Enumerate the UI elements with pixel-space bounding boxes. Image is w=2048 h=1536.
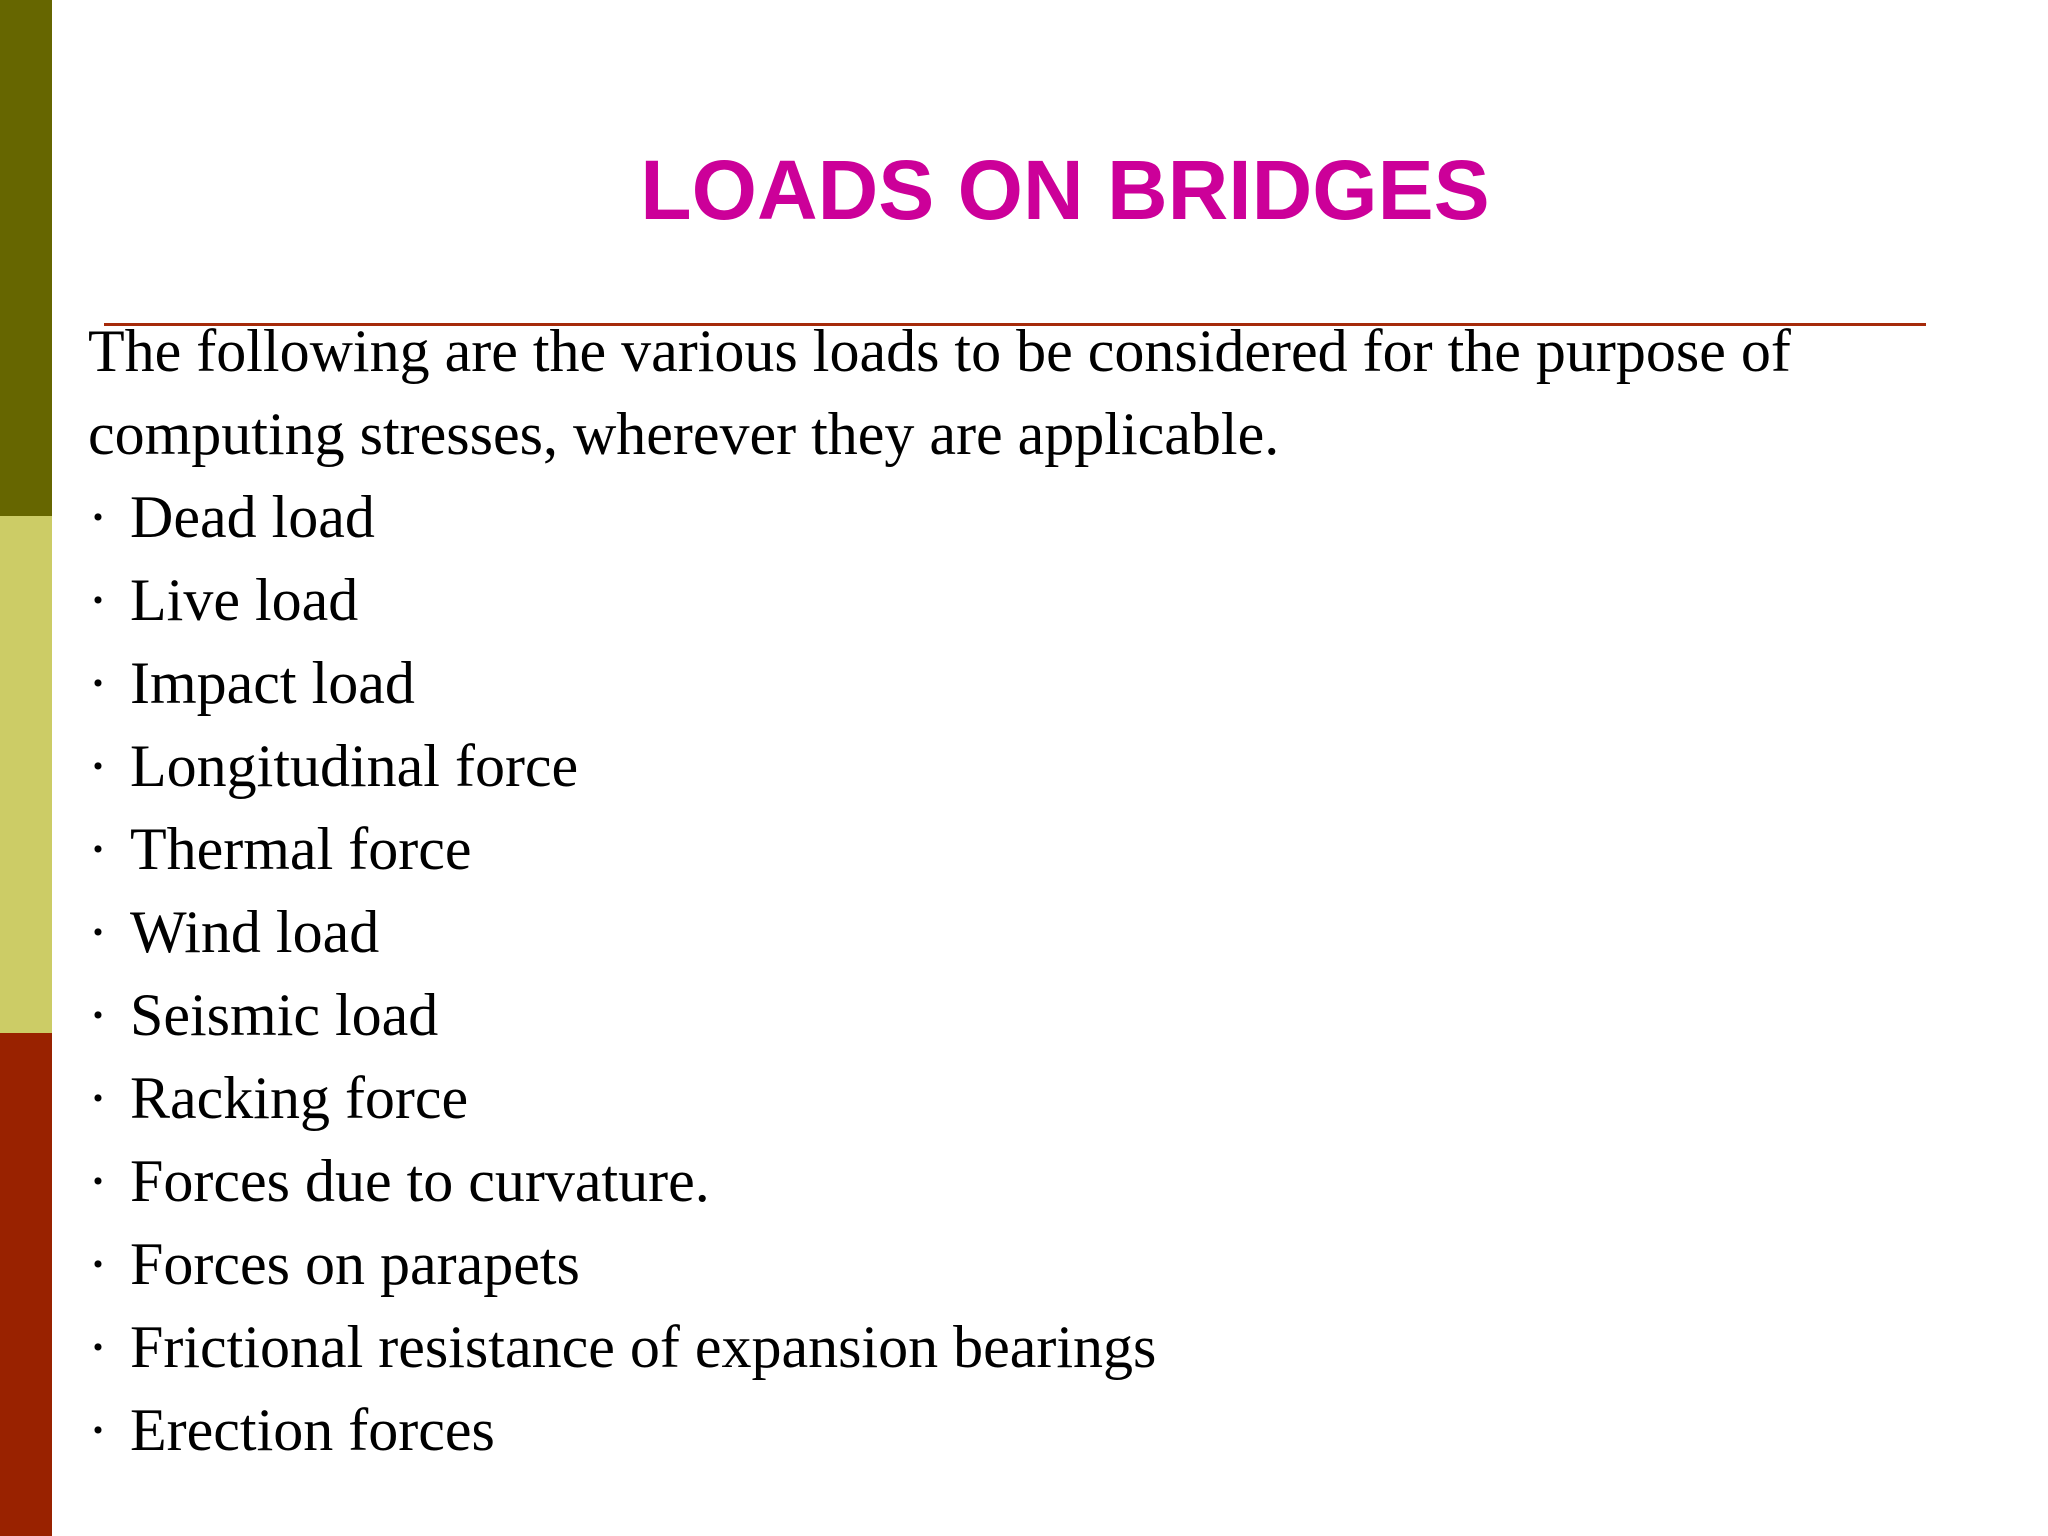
slide-title: LOADS ON BRIDGES — [640, 143, 1490, 237]
list-item-text: Frictional resistance of expansion bearings — [130, 1314, 1157, 1380]
bullet-dot-icon: · — [88, 816, 108, 882]
list-item — [88, 1140, 1968, 1223]
list-item — [88, 725, 1968, 808]
list-item-text: Live load — [130, 567, 359, 633]
bullet-dot-icon: · — [88, 1065, 108, 1131]
bullet-dot-icon: · — [88, 650, 108, 716]
list-item-text: Forces on parapets — [130, 1231, 580, 1297]
bullet-dot-icon: · — [88, 733, 108, 799]
accent-stripe-middle — [0, 516, 52, 1033]
list-item-text: Dead load — [130, 484, 375, 550]
list-item — [88, 559, 1968, 642]
list-item — [88, 1306, 1968, 1389]
list-item-text: Forces due to curvature. — [130, 1148, 710, 1214]
list-item — [88, 642, 1968, 725]
list-item-text: Thermal force — [130, 816, 472, 882]
list-item — [88, 974, 1968, 1057]
bullet-dot-icon: · — [88, 1314, 108, 1380]
list-item-text: Erection forces — [130, 1397, 495, 1463]
list-item-text: Seismic load — [130, 982, 439, 1048]
list-item-text: Wind load — [130, 899, 380, 965]
list-item-text: Impact load — [130, 650, 415, 716]
list-item — [88, 1057, 1968, 1140]
loads-list — [88, 476, 1968, 1472]
bullet-dot-icon: · — [88, 567, 108, 633]
list-item — [88, 1389, 1968, 1472]
bullet-dot-icon: · — [88, 1148, 108, 1214]
bullet-dot-icon: · — [88, 484, 108, 550]
list-item — [88, 1223, 1968, 1306]
list-item — [88, 808, 1968, 891]
slide-body — [88, 310, 1968, 1472]
list-item-text: Racking force — [130, 1065, 469, 1131]
bullet-dot-icon: · — [88, 899, 108, 965]
list-item — [88, 891, 1968, 974]
accent-stripe-top — [0, 0, 52, 516]
bullet-dot-icon: · — [88, 982, 108, 1048]
intro-paragraph: The following are the various loads to be considered for the purpose of computing stresses, wherever they are applicable. — [88, 318, 1791, 467]
list-item-text: Longitudinal force — [130, 733, 579, 799]
list-item — [88, 476, 1968, 559]
bullet-dot-icon: · — [88, 1397, 108, 1463]
accent-stripe-bottom — [0, 1033, 52, 1536]
bullet-dot-icon: · — [88, 1231, 108, 1297]
